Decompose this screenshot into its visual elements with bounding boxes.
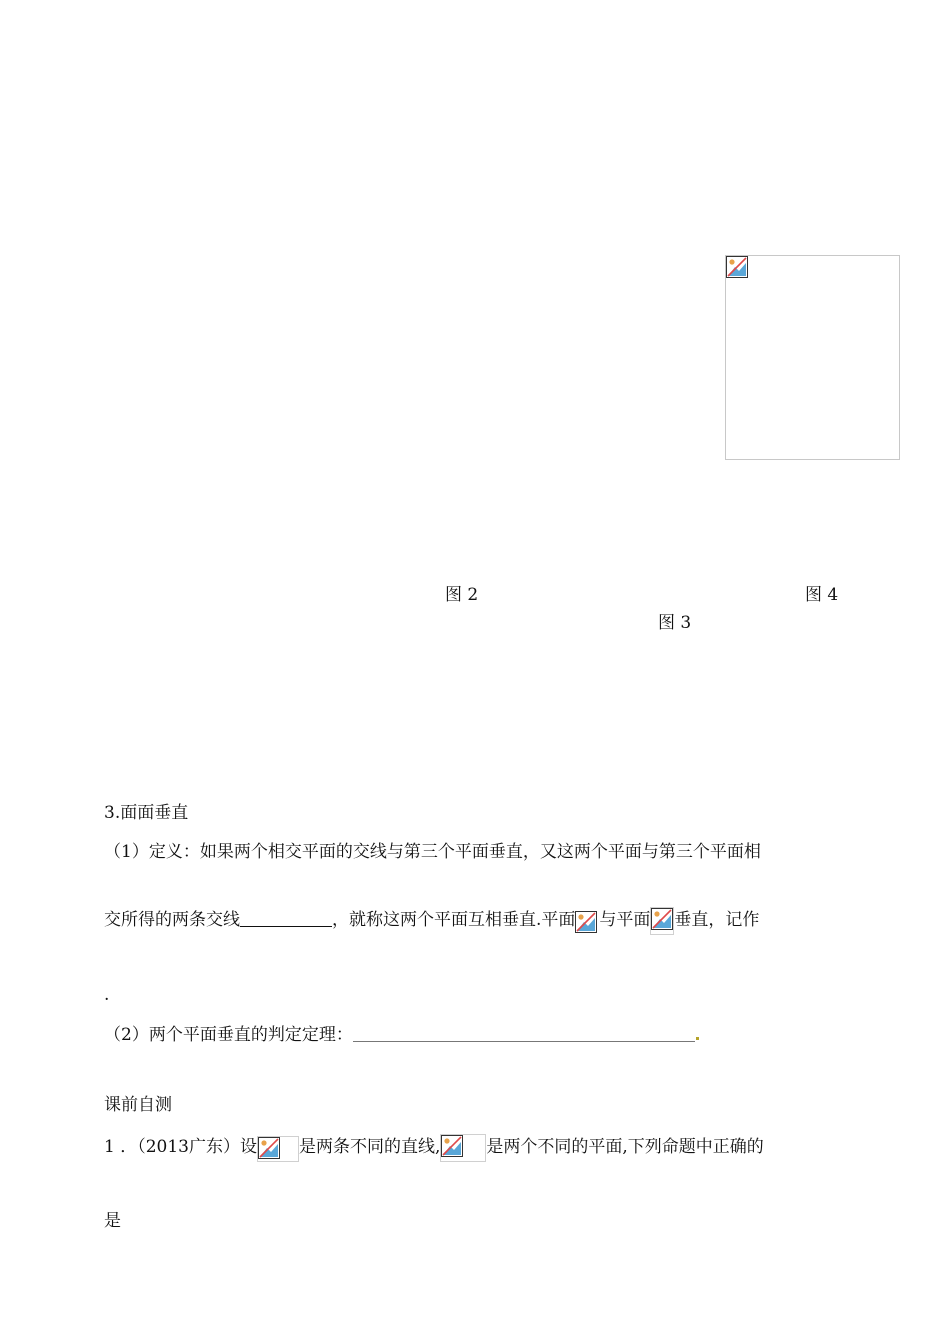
definition-text-a: 交所得的两条交线 bbox=[104, 910, 240, 930]
definition-text-c: 与平面 bbox=[599, 910, 651, 930]
definition-line-2 bbox=[104, 907, 759, 935]
question-1-line-2: 是 bbox=[104, 1211, 121, 1231]
definition-text-d: 垂直，记作 bbox=[674, 910, 760, 930]
broken-image-icon bbox=[441, 1135, 463, 1157]
section-heading: 3.面面垂直 bbox=[104, 803, 189, 823]
broken-image-icon bbox=[651, 908, 673, 930]
question-text-end: 是两个不同的平面,下列命题中正确的 bbox=[486, 1137, 764, 1157]
broken-image-icon bbox=[575, 911, 597, 933]
inline-formula-image bbox=[257, 1136, 299, 1162]
inline-formula-image bbox=[650, 907, 674, 935]
answer-blank[interactable] bbox=[353, 1027, 695, 1042]
broken-image-icon bbox=[726, 256, 748, 278]
theorem-line bbox=[104, 1024, 699, 1046]
definition-line-1: （1）定义：如果两个相交平面的交线与第三个平面垂直，又这两个平面与第三个平面相 bbox=[104, 842, 761, 862]
question-1-line-1 bbox=[104, 1134, 764, 1162]
answer-blank[interactable] bbox=[240, 912, 332, 927]
broken-image-icon bbox=[258, 1137, 280, 1159]
figure-label-4: 图 4 bbox=[805, 585, 839, 605]
dot-mark bbox=[696, 1037, 699, 1040]
definition-line-3: . bbox=[104, 985, 110, 1005]
inline-formula-image bbox=[440, 1134, 486, 1162]
theorem-text: （2）两个平面垂直的判定定理： bbox=[104, 1025, 353, 1045]
definition-text-b: ，就称这两个平面互相垂直.平面 bbox=[332, 910, 576, 930]
figure-label-3: 图 3 bbox=[658, 613, 692, 633]
question-source: （2013广东）设 bbox=[137, 1137, 257, 1157]
figure-label-2: 图 2 bbox=[445, 585, 479, 605]
pretest-heading: 课前自测 bbox=[104, 1095, 172, 1115]
inline-formula-image bbox=[575, 911, 599, 935]
question-number: 1 ． bbox=[104, 1137, 138, 1157]
figure-image-placeholder bbox=[725, 255, 900, 460]
question-text-mid: 是两条不同的直线, bbox=[299, 1137, 441, 1157]
